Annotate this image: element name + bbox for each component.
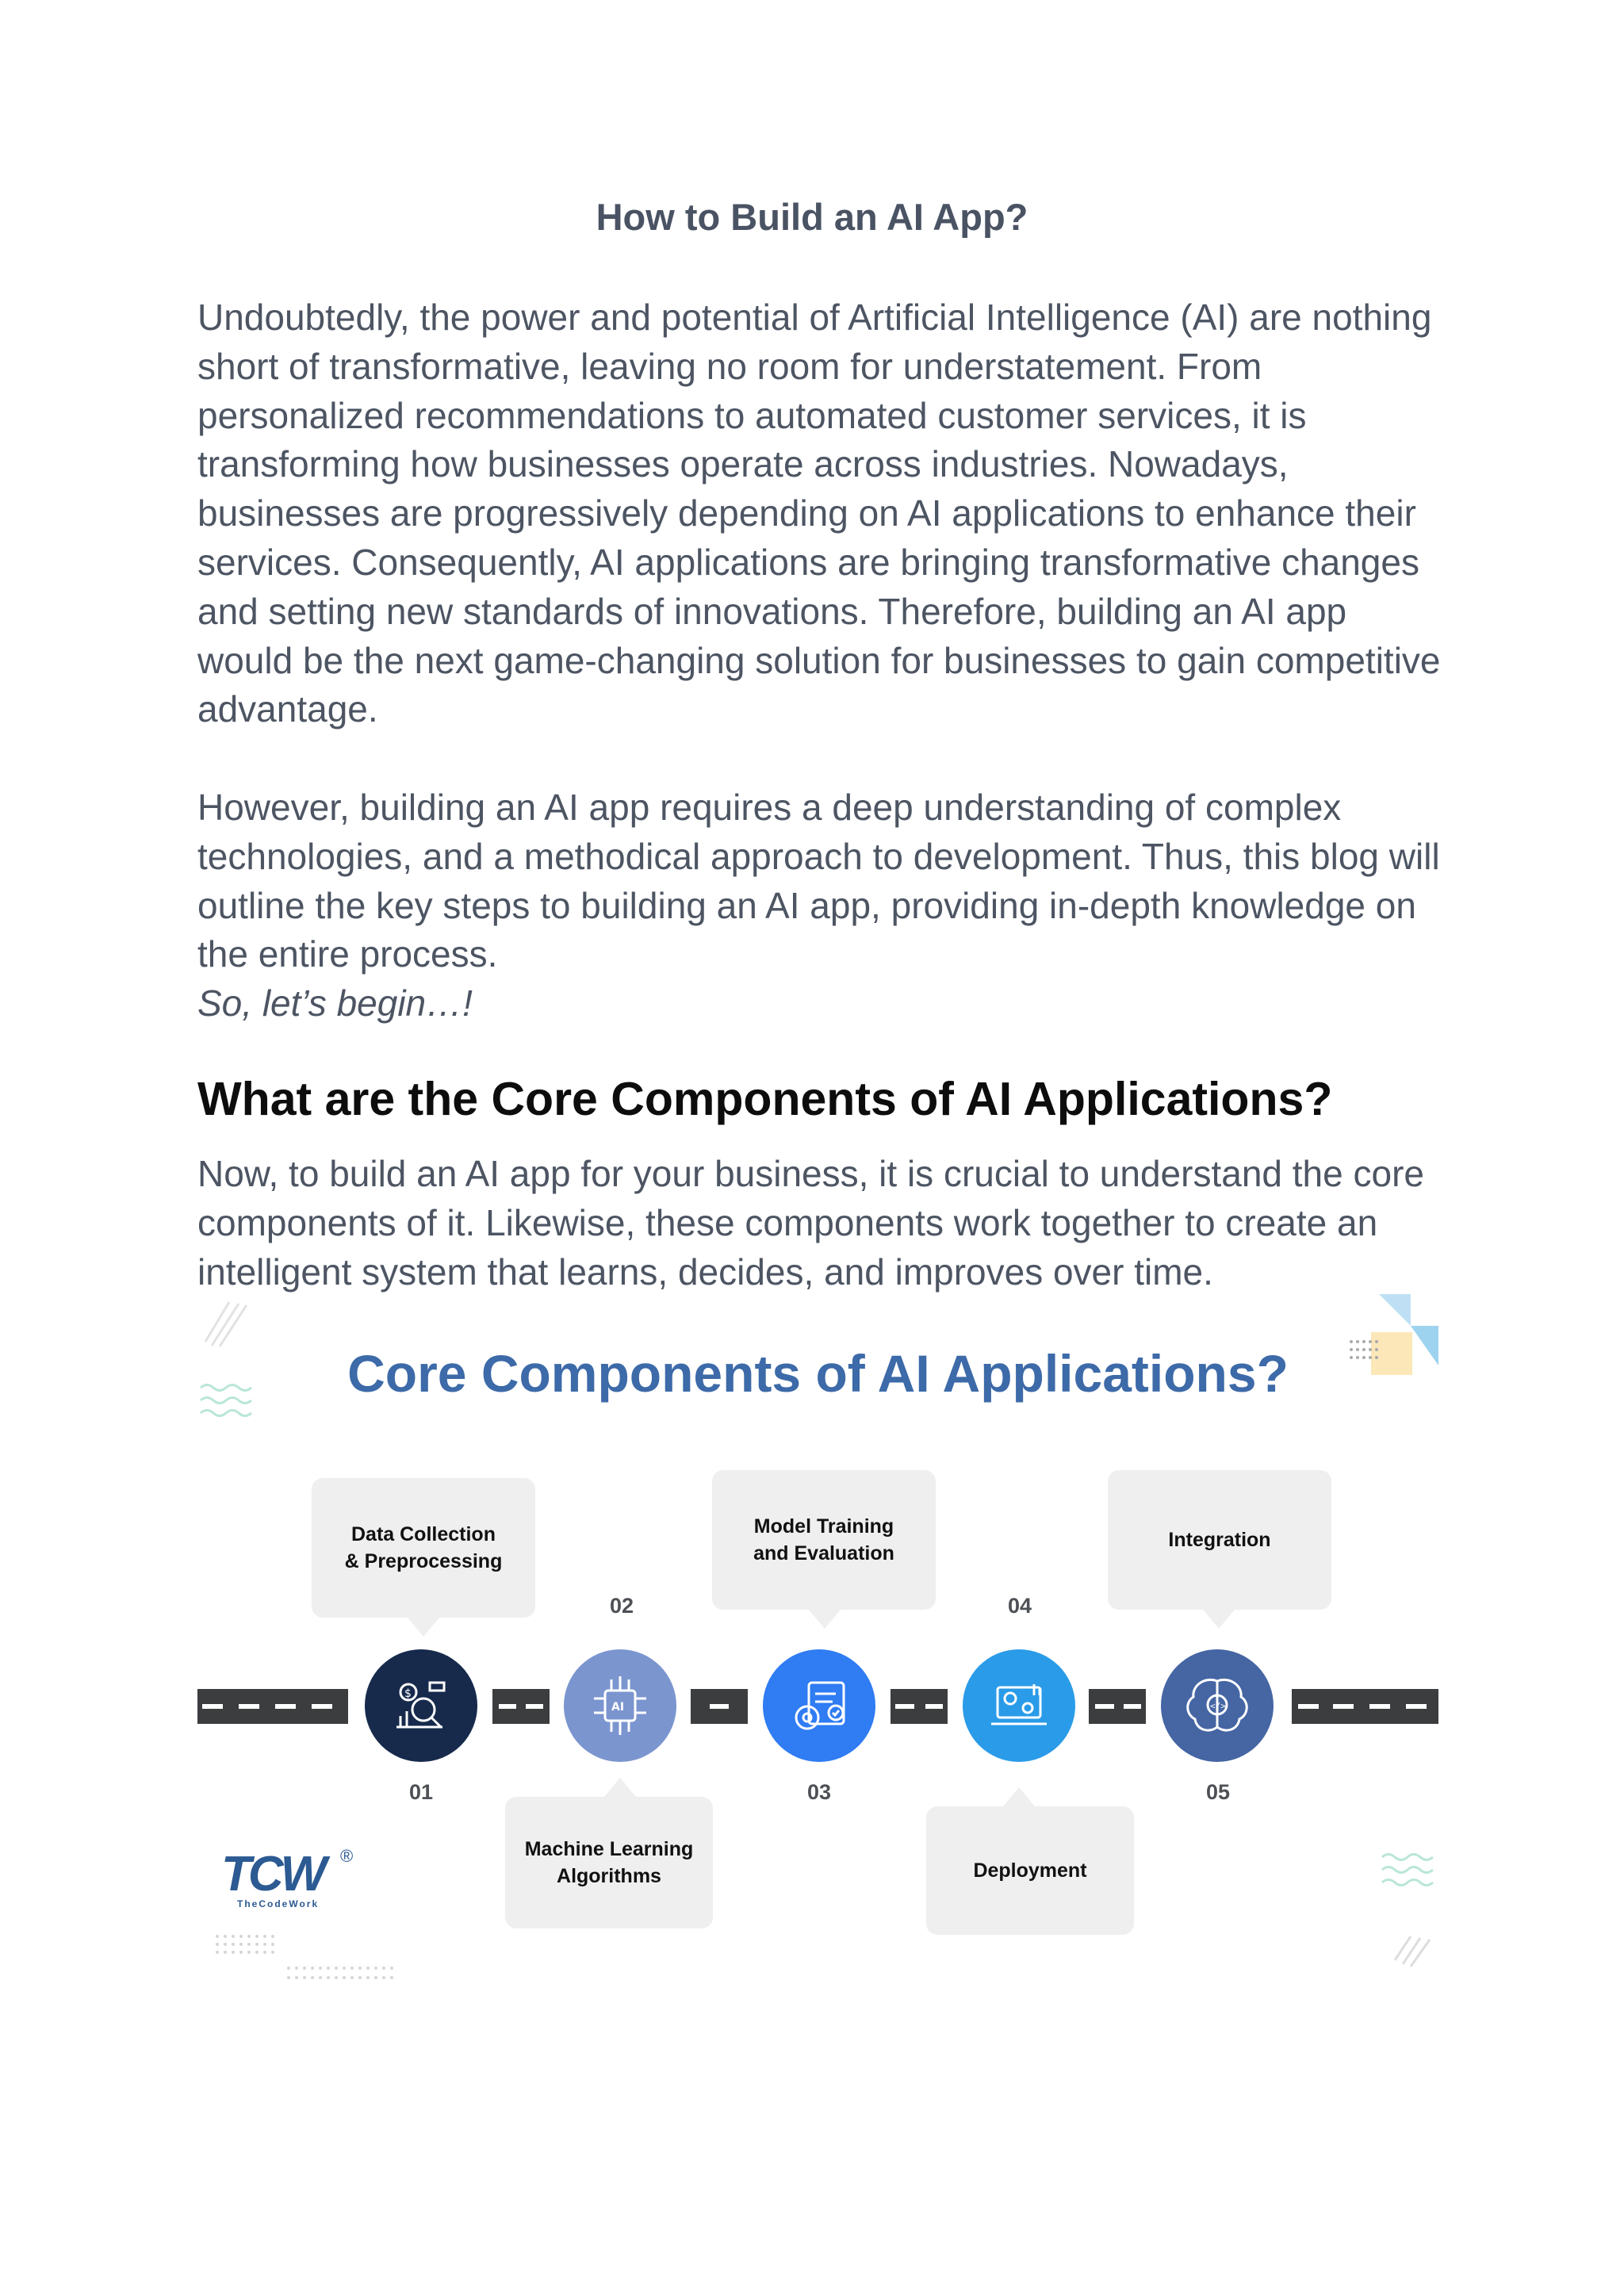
step-card-machine-learning: Machine Learning Algorithms bbox=[505, 1797, 713, 1928]
section-heading: What are the Core Components of AI Applications? bbox=[197, 1073, 1333, 1125]
road-segment bbox=[197, 1689, 348, 1724]
step-node-02 bbox=[564, 1649, 676, 1762]
infographic-title: Core Components of AI Applications? bbox=[347, 1344, 1289, 1403]
road-segment bbox=[691, 1689, 748, 1724]
company-logo: TCW ® TheCodeWork bbox=[221, 1846, 354, 1909]
step-number: 05 bbox=[1205, 1780, 1231, 1804]
step-node-03 bbox=[763, 1649, 875, 1762]
step-number: 04 bbox=[1007, 1594, 1032, 1618]
brain-code-icon bbox=[1161, 1649, 1274, 1762]
gear-document-icon bbox=[763, 1649, 875, 1762]
road-segment bbox=[891, 1689, 948, 1724]
road-segment bbox=[492, 1689, 550, 1724]
decorative-waves-icon bbox=[1379, 1849, 1438, 2000]
intro-paragraph-1: Undoubtedly, the power and potential of Artificial Intelligence (AI) are nothing short of transformative, leaving no room for understatement. From personalized recommendations to automated customer services, it is transforming how businesses operate across industries. Nowadays, businesses are progressively depending on AI applications to enhance their services. Consequently, AI applications are bringing transformative changes and setting new standards of innovations. Therefore, building an AI app would be the next game-changing solution for businesses to gain competitive advantage. bbox=[197, 297, 1441, 730]
intro-paragraph-2: However, building an AI app requires a deep understanding of complex technologies, and a methodical approach to development. Thus, this blog will outline the key steps to building an AI app, providing in-depth knowledge on the entire process. So, let’s begin…! bbox=[197, 783, 1450, 1028]
section-paragraph: Now, to build an AI app for your business, it is crucial to understand the core components of it. Likewise, these components work together to create an intelligent system that learns, decides, and improves over time. bbox=[197, 1153, 1424, 1293]
svg-text:AI: AI bbox=[611, 1701, 625, 1714]
step-node-05 bbox=[1161, 1649, 1274, 1762]
svg-text:</>: </> bbox=[1210, 1701, 1226, 1711]
ai-chip-icon bbox=[564, 1649, 676, 1762]
decorative-dots-icon bbox=[213, 1932, 412, 1996]
step-card-integration: Integration bbox=[1108, 1470, 1331, 1610]
step-number: 01 bbox=[408, 1780, 434, 1804]
step-card-model-training: Model Training and Evaluation bbox=[712, 1470, 936, 1610]
step-card-deployment: Deployment bbox=[926, 1806, 1134, 1935]
step-number: 03 bbox=[806, 1780, 832, 1804]
step-number: 02 bbox=[609, 1594, 634, 1618]
page-title: How to Build an AI App? bbox=[596, 196, 1028, 238]
step-node-01 bbox=[365, 1649, 477, 1762]
laptop-gear-icon bbox=[963, 1649, 1075, 1762]
data-analysis-icon bbox=[365, 1649, 477, 1762]
closing-line: So, let’s begin…! bbox=[197, 982, 473, 1024]
road-segment bbox=[1292, 1689, 1438, 1724]
infographic bbox=[197, 1294, 1438, 2008]
step-card-data-collection: Data Collection & Preprocessing bbox=[312, 1478, 535, 1618]
step-node-04 bbox=[963, 1649, 1075, 1762]
svg-text:$: $ bbox=[404, 1687, 412, 1700]
road-segment bbox=[1089, 1689, 1146, 1724]
